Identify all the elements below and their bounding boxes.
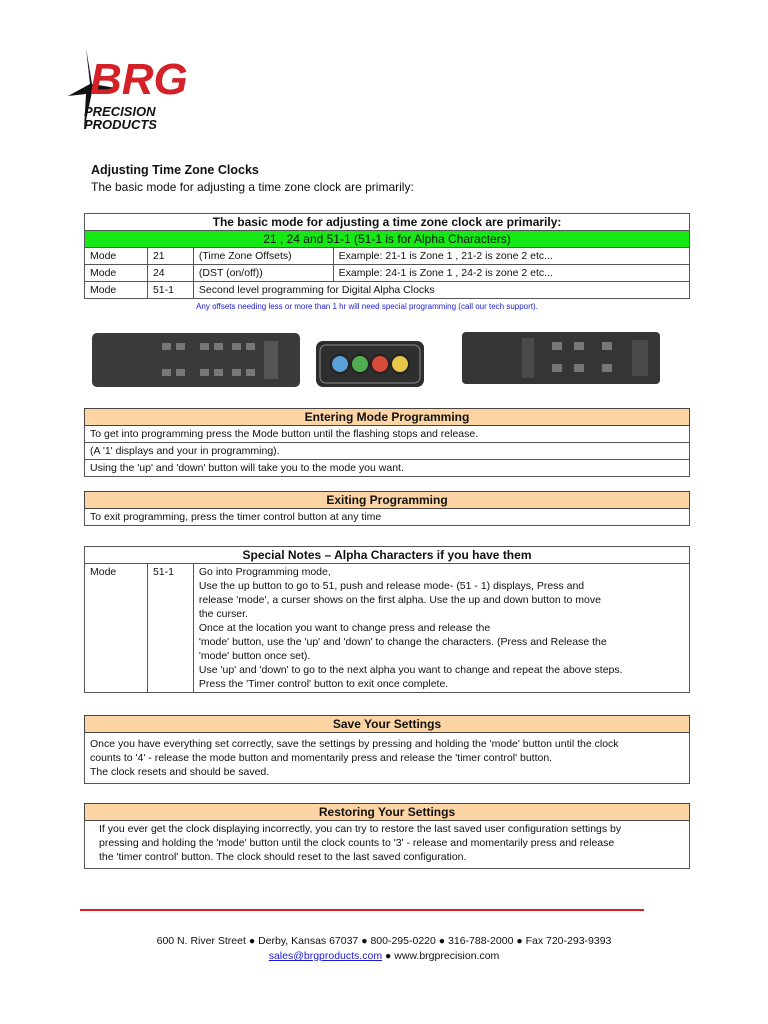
logo-line1-text: PRECISION — [84, 104, 156, 119]
button-panel-image — [316, 341, 424, 387]
table-row — [85, 248, 690, 265]
instruction-line: Use the up button to go to 51, push and release mode- (51 - 1) displays, Press and — [198, 580, 585, 592]
exiting-programming-table — [84, 491, 690, 526]
basic-modes-highlight: 21 , 24 and 51-1 (51-1 is for Alpha Characters) — [85, 231, 690, 248]
cell-description: (Time Zone Offsets) — [193, 248, 333, 265]
entering-header: Entering Mode Programming — [85, 409, 690, 426]
cell-mode: Mode — [85, 248, 148, 265]
cell-mode: Mode — [85, 564, 148, 693]
entering-step: To get into programming press the Mode button until the flashing stops and release. — [85, 426, 690, 443]
instruction-line: 'mode' button, use the 'up' and 'down' to change the characters. (Press and Release the — [198, 636, 607, 648]
instruction-line: The clock resets and should be saved. — [90, 766, 270, 778]
basic-modes-table — [84, 213, 690, 299]
table-row — [85, 733, 690, 784]
intro-title: Adjusting Time Zone Clocks — [91, 163, 259, 177]
instruction-line: the curser. — [198, 608, 248, 620]
logo-line2-text: PRODUCTS — [84, 117, 157, 132]
instruction-line: Go into Programming mode, — [198, 566, 331, 578]
entering-programming-table — [84, 408, 690, 477]
instruction-line: release 'mode', a curser shows on the first alpha. Use the up and down button to move — [198, 594, 601, 606]
footer-address: 600 N. River Street ● Derby, Kansas 67037 ● 800-295-0220 ● 316-788-2000 ● Fax 720-293-9393 — [156, 935, 612, 947]
entering-step: Using the 'up' and 'down' button will take you to the mode you want. — [85, 460, 690, 477]
cell-description: (DST (on/off)) — [193, 265, 333, 282]
instruction-line: Once at the location you want to change press and release the — [198, 622, 491, 634]
save-header: Save Your Settings — [85, 716, 690, 733]
footer-website: www.brgprecision.com — [394, 950, 500, 962]
table-row — [85, 509, 690, 526]
instruction-line: Press the 'Timer control' button to exit once complete. — [198, 678, 449, 690]
table-row — [85, 821, 690, 869]
cell-code: 51-1 — [147, 564, 193, 693]
footer — [0, 934, 768, 964]
special-notes-table — [84, 546, 690, 693]
cell-code: 51-1 — [147, 282, 193, 299]
footer-contact — [0, 949, 768, 964]
table-row — [85, 282, 690, 299]
remote-control-image — [462, 332, 660, 384]
save-instructions — [85, 733, 690, 784]
restore-header: Restoring Your Settings — [85, 804, 690, 821]
instruction-line: the 'timer control' button. The clock should reset to the last saved configuration. — [99, 851, 467, 863]
cell-example: Example: 24-1 is Zone 1 , 24-2 is zone 2 etc... — [333, 265, 689, 282]
cell-mode: Mode — [85, 282, 148, 299]
instruction-line: pressing and holding the 'mode' button until the clock counts to '3' - release and momentarily press and release — [99, 837, 615, 849]
instruction-line: Once you have everything set correctly, save the settings by pressing and holding the 'mode' button until the clock — [90, 738, 619, 750]
remote-control-image — [92, 333, 300, 387]
special-instructions — [193, 564, 689, 693]
instruction-line: If you ever get the clock displaying incorrectly, you can try to restore the last saved user configuration settings by — [99, 823, 622, 835]
table-row — [85, 460, 690, 477]
special-header: Special Notes – Alpha Characters if you have them — [85, 547, 690, 564]
cell-mode: Mode — [85, 265, 148, 282]
entering-step: (A '1' displays and your in programming). — [85, 443, 690, 460]
intro-subtitle: The basic mode for adjusting a time zone clock are primarily: — [91, 180, 414, 194]
table-row — [85, 443, 690, 460]
offset-note: Any offsets needing less or more than 1 hr will need special programming (call our tech support). — [196, 302, 538, 311]
cell-example: Example: 21-1 is Zone 1 , 21-2 is zone 2 etc... — [333, 248, 689, 265]
exiting-header: Exiting Programming — [85, 492, 690, 509]
instruction-line: counts to '4' - release the mode button and momentarily press and release the 'timer control' button. — [90, 752, 553, 764]
instruction-line: 'mode' button once set). — [198, 650, 311, 662]
table-row — [85, 426, 690, 443]
basic-modes-header: The basic mode for adjusting a time zone clock are primarily: — [85, 214, 690, 231]
email-link[interactable]: sales@brgproducts.com — [268, 950, 383, 962]
table-row — [85, 564, 690, 693]
save-settings-table — [84, 715, 690, 784]
cell-description: Second level programming for Digital Alpha Clocks — [193, 282, 689, 299]
table-row — [85, 265, 690, 282]
instruction-line: Use 'up' and 'down' to go to the next alpha you want to change and repeat the above steps. — [198, 664, 623, 676]
cell-code: 21 — [147, 248, 193, 265]
restore-settings-table — [84, 803, 690, 869]
exiting-step: To exit programming, press the timer control button at any time — [85, 509, 690, 526]
logo-brand-text: BRG — [90, 55, 188, 104]
restore-instructions — [85, 821, 690, 869]
footer-separator: ● — [384, 950, 392, 962]
cell-code: 24 — [147, 265, 193, 282]
footer-divider — [80, 909, 644, 911]
brg-logo — [56, 44, 206, 134]
